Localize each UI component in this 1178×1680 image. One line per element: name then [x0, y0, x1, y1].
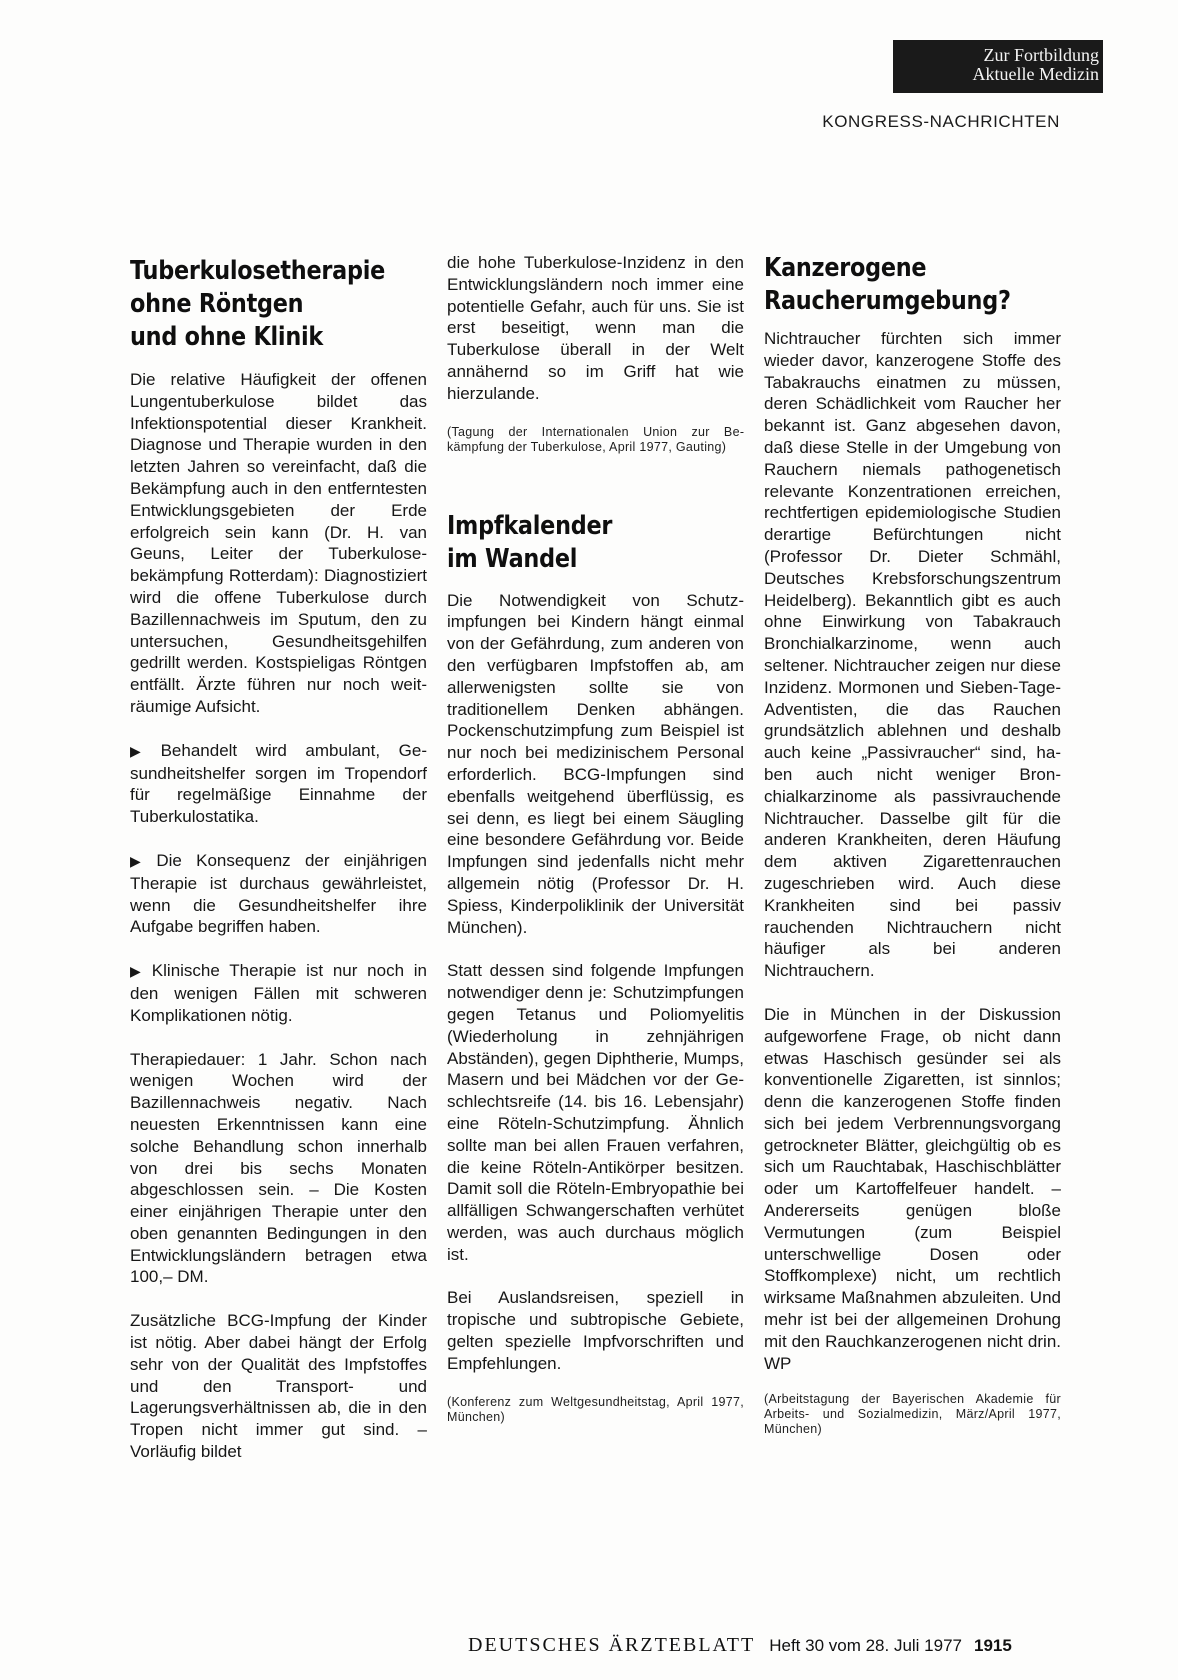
column-2	[447, 252, 744, 1425]
article-1-title-line: Tuberkulosetherapie	[130, 256, 386, 286]
article-3-title	[764, 252, 1060, 318]
bullet-text: Die Konsequenz der einjährigen Therapie ist durchaus gewährleistet, wenn die Gesundheitshelfer ihre Aufgabe begriffen haben.	[130, 850, 427, 937]
bullet-text: Behandelt wird ambulant, Gesundheitshelfer sorgen im Tropendorf für regelmäßige Einnahme der Tuberkulostatika.	[130, 740, 427, 827]
article-1-bullet	[130, 850, 427, 938]
article-2-title	[447, 510, 743, 576]
article-1-bullet	[130, 740, 427, 828]
journal-name: DEUTSCHES ÄRZTEBLATT	[468, 1634, 756, 1656]
section-badge	[893, 40, 1103, 93]
triangle-bullet-icon: ▶	[130, 852, 151, 869]
article-1-paragraph: Zusätzliche BCG-Impfung der Kinder ist nötig. Aber dabei hängt der Erfolg sehr von der Qualität des Impfstoffes und den Transport- und Lagerungsverhältnissen ab, die in den Tropen nicht immer gut sind. – Vorläufig bildet	[130, 1311, 427, 1462]
article-1-title-line: ohne Röntgen	[130, 289, 304, 319]
article-1-bullet	[130, 960, 427, 1026]
triangle-bullet-icon: ▶	[130, 963, 146, 980]
article-2-source: (Konferenz zum Weltgesundheitstag, April 1977, München)	[447, 1394, 744, 1424]
article-1-source: (Tagung der Internationalen Union zur Bekämpfung der Tuberkulose, April 1977, Gauting)	[447, 424, 744, 454]
article-1-paragraph: die hohe Tuberkulose-Inzidenz in den Entwicklungsländern noch immer eine potentielle Gefahr, auch für uns. Sie ist erst beseitigt, wenn man die Tuberkulose überall in der Welt annähernd so im Griff hat wie hierzulande.	[447, 253, 744, 403]
bullet-text: Klinische Therapie ist nur noch in den wenigen Fällen mit schweren Komplikationen nötig.	[130, 961, 427, 1025]
section-label: KONGRESS-NACHRICHTEN	[822, 112, 1060, 131]
article-2-paragraph: Die Notwendigkeit von Schutzimpfungen bei Kindern hängt einmal von der Gefährdung, zum anderen von den verfügbaren Impfstoffen ab, am allerwenigsten sollte sie von traditionellem Denken abhängen. Pockenschutzimpfung zum Beispiel ist nur noch bei medizinischem Personal erforderlich. BCG-Impfungen sind ebenfalls weitgehend überflüssig, es sei denn, es liegt bei einem Säugling eine besondere Gefährdung vor. Beide Impfungen sind jedenfalls nicht mehr allgemein nötig (Professor Dr. H. Spiess, Kinderpoliklinik der Universität München).	[447, 590, 744, 937]
badge-line-2: Aktuelle Medizin	[972, 64, 1099, 84]
article-2-title-line: im Wandel	[447, 543, 578, 574]
article-3-paragraph: Nichtraucher fürchten sich immer wieder davor, kanzerogene Stoffe des Tabakrauchs einatmen zu müssen, deren Schädlichkeit vom Raucher her bekannt ist. Ganz abgesehen davon, daß diese Stelle in der Umgebung von Rauchern niemals pathogenetisch relevante Konzentrationen erreichen, rechtfertigen epidemiologische Studien derartige Befürchtungen nicht (Professor Dr. Dieter Schmähl, Deutsches Krebsforschungszentrum Heidelberg). Bekanntlich gibt es auch ohne Einwirkung von Tabakrauch Bronchialkarzinome, wenn auch seltener. Nichtraucher zeigen nur diese Inzidenz. Mormonen und Sieben-Tage-Adventisten, die das Rauchen grundsätzlich ablehnen und deshalb auch keine „Passivraucher“ sind, haben auch nicht weniger Bronchialkarzinome als passivrauchende Nichtraucher. Dasselbe gilt für die anderen Krankheiten, deren Häufung dem aktiven Zigarettenrauchen zugeschrieben wird. Auch diese Krankheiten sind bei passiv rauchenden Nichtrauchern nicht häufiger als bei anderen Nichtrauchern.	[764, 329, 1061, 981]
article-3-paragraph: Die in München in der Diskussion aufgeworfene Frage, ob nicht dann etwas Haschisch gesünder sei als konventionelle Zigaretten, ist sinnlos; denn die kanzerogenen Stoffe finden sich bei jedem Verbrennungsvorgang getrockneter Blätter, gleichgültig ob es sich um Rauchtabak, Haschischblätter oder um Kartoffelfeuer handelt. – Andererseits genügen bloße Vermutungen (zum Beispiel unterschwellige Dosen oder Stoffkomplexe) nicht, um rechtlich wirksame Maßnahmen abzuleiten. Und mehr ist bei der allgemeinen Drohung mit den Rauchkanzerogenen nicht drin. WP	[764, 1004, 1061, 1373]
article-3-title-line: Kanzerogene	[764, 253, 927, 283]
article-1-title	[130, 255, 426, 354]
article-1-paragraph: Die relative Häufigkeit der offenen Lungentuberkulose bildet das Infektionspotential dieser Krankheit. Diagnose und Therapie wurden in den letzten Jahren so vereinfacht, daß die Bekämpfung auch in den entferntesten Entwicklungsgebieten der Erde erfolgreich sein kann (Dr. H. van Geuns, Leiter der Tuberkulosebekämpfung Rotterdam): Diagnostiziert wird die offene Tuberkulose durch Bazillennachweis im Sputum, den zu untersuchen, Gesundheitsgehilfen gedrillt werden. Kostspieligas Röntgen entfällt. Ärzte führen nur noch weiträumige Aufsicht.	[130, 370, 427, 716]
article-2-paragraph: Statt dessen sind folgende Impfungen notwendiger denn je: Schutzimpfungen gegen Tetanus und Poliomyelitis (Wiederholung in zehnjährigen Abständen), gegen Diphtherie, Mumps, Masern und bei Mädchen vor der Geschlechtsreife (14. bis 16. Lebensjahr) eine Röteln-Schutzimpfung. Ähnlich sollte man bei allen Frauen verfahren, die keine Röteln-Antikörper besitzen. Damit soll die Röteln-Embryopathie bei allfälligen Schwangerschaften verhütet werden, was auch durchaus möglich ist.	[447, 961, 744, 1264]
column-1	[130, 252, 427, 1463]
article-3-title-line: Raucherumgebung?	[764, 286, 1011, 316]
page-footer	[468, 1634, 1104, 1657]
badge-line-1: Zur Fortbildung	[983, 45, 1099, 65]
triangle-bullet-icon: ▶	[130, 742, 155, 759]
issue-info: Heft 30 vom 28. Juli 1977	[769, 1636, 962, 1655]
page-number: 1915	[974, 1636, 1012, 1655]
article-1-paragraph: Therapiedauer: 1 Jahr. Schon nach wenigen Wochen wird der Bazillennachweis negativ. Nach neuesten Erkenntnissen kann eine solche Behandlung schon innerhalb von drei bis sechs Monaten abgeschlossen sein. – Die Kosten einer einjährigen Therapie unter den oben genannten Bedingungen in den Entwicklungsländern betragen etwa 100,– DM.	[130, 1049, 427, 1287]
article-1-title-line: und ohne Klinik	[130, 322, 324, 352]
article-2-title-line: Impfkalender	[447, 510, 613, 541]
article-2-paragraph: Bei Auslandsreisen, speziell in tropische und subtropische Gebiete, gelten spezielle Impfvorschriften und Empfehlungen.	[447, 1288, 744, 1373]
article-3-source: (Arbeitstagung der Bayerischen Akademie für Arbeits- und Sozialmedizin, März/April 1977, München)	[764, 1392, 1061, 1437]
column-3	[764, 252, 1061, 1437]
